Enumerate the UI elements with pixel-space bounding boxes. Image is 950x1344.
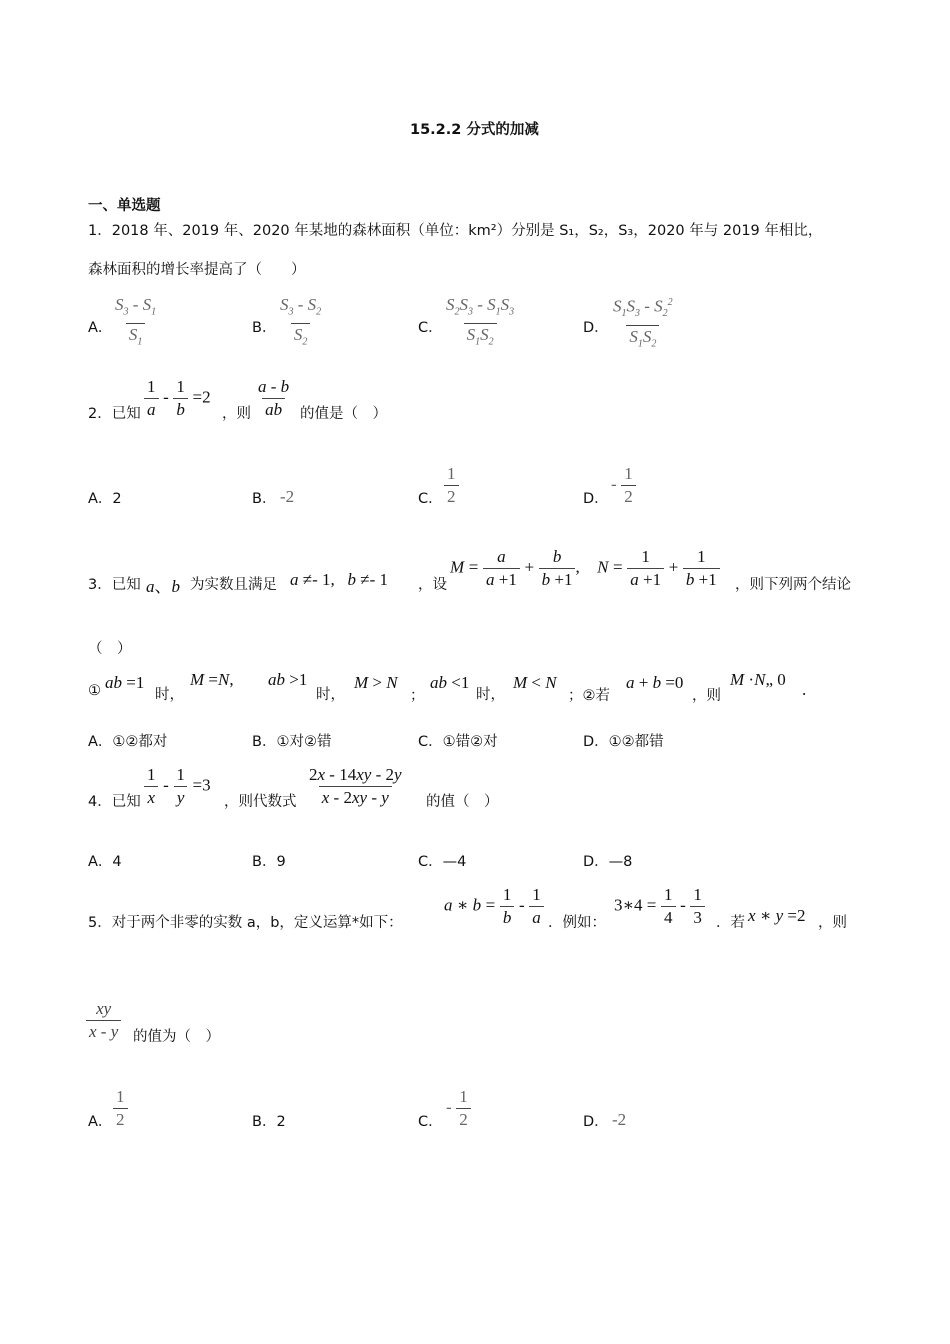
- q3-conclusion-2-intro: ；②若: [568, 688, 610, 704]
- section-heading: 一、单选题: [88, 198, 161, 214]
- q3-shi-1: 时，: [155, 687, 184, 703]
- q3-semicolon-1: ；: [410, 688, 425, 704]
- q4-option-a: A．4: [88, 854, 122, 870]
- question-4-tail: 的值（ ）: [426, 794, 499, 810]
- q1-option-b-formula: $\frac{S_3 - S_2}{S_2}$: [277, 294, 324, 354]
- q3-shi-2: 时，: [316, 687, 345, 703]
- q2-option-d-label: D．: [583, 491, 609, 507]
- q3-condition: a ≠- 1, b ≠- 1: [290, 570, 388, 589]
- question-4-mid: ，则代数式: [224, 794, 297, 810]
- question-3-text-1: 为实数且满足: [190, 577, 277, 593]
- q5-definition: a ∗ b = $\frac{1}{b}$ - $\frac{1}{a}$: [444, 884, 544, 929]
- q4-option-d: D．—8: [583, 854, 633, 870]
- q3-result-3: M < N: [513, 673, 557, 692]
- question-5-tail: 的值为（ ）: [133, 1029, 220, 1045]
- page-title: 15.2.2 分式的加减: [410, 122, 539, 138]
- q5-option-c-label: C．: [418, 1114, 443, 1130]
- q2-option-b-value: -2: [280, 487, 295, 506]
- q4-expression: $\frac{2x - 14xy - 2y}{x - 2xy - y}$: [309, 765, 402, 807]
- q3-option-d: D．①②都错: [583, 734, 664, 750]
- q3-conclusion-1-marker: ①: [88, 683, 101, 699]
- q5-option-a-formula: $\frac{1}{2}$: [113, 1086, 128, 1131]
- question-3-intro: 3．已知: [88, 577, 141, 593]
- q4-option-b: B．9: [252, 854, 286, 870]
- question-1-line-1: 1．2018 年、2019 年、2020 年某地的森林面积（单位：km²）分别是 S₁，S₂，S₃，2020 年与 2019 年相比，: [88, 223, 823, 239]
- q2-target-expression: $\frac{a - b}{ab}$: [258, 377, 290, 419]
- q3-option-a: A．①②都对: [88, 734, 168, 750]
- q2-option-b-label: B．: [252, 491, 277, 507]
- q1-option-b-label: B．: [252, 320, 277, 336]
- q3-case-3: ab <1: [430, 673, 470, 692]
- question-3-text-2: ，设: [418, 577, 447, 593]
- q1-option-d-formula: $\frac{S_1S_3 - S_2^2}{S_1S_2}$: [610, 292, 676, 355]
- q3-option-c: C．①错②对: [418, 734, 498, 750]
- q3-shi-3: 时，: [476, 687, 505, 703]
- q1-option-a-label: A．: [88, 320, 113, 336]
- q5-option-c-formula: - $\frac{1}{2}$: [446, 1086, 471, 1131]
- q5-option-d-value: -2: [612, 1110, 627, 1129]
- q5-option-b: B．2: [252, 1114, 286, 1130]
- question-1-line-2: 森林面积的增长率提高了（ ）: [88, 262, 306, 278]
- q3-option-b: B．①对②错: [252, 734, 332, 750]
- q1-option-c-formula: $\frac{S_2S_3 - S_1S_3}{S_1S_2}$: [443, 294, 517, 354]
- q5-condition: x ∗ y =2: [748, 906, 806, 925]
- q3-variables: a、b: [146, 577, 180, 596]
- q3-result-4: M ·N„ 0: [730, 670, 786, 689]
- q5-example-formula: 3∗4 = $\frac{1}{4}$ - $\frac{1}{3}$: [614, 884, 705, 929]
- question-5-ruo: ．若: [716, 915, 745, 931]
- q3-result-1: M =N,: [190, 670, 234, 689]
- q5-option-d-label: D．: [583, 1114, 609, 1130]
- question-5-ze: ，则: [818, 915, 847, 931]
- q1-option-c-label: C．: [418, 320, 443, 336]
- question-4-intro: 4．已知: [88, 794, 141, 810]
- q3-ze: ，则: [692, 688, 721, 704]
- question-2-tail: 的值是（ ）: [300, 406, 387, 422]
- q4-option-c: C．—4: [418, 854, 467, 870]
- q5-target-expression: $\frac{xy}{x - y}$: [86, 998, 121, 1043]
- q3-case-1: ab =1: [105, 673, 145, 692]
- question-5-example: ．例如：: [548, 915, 606, 931]
- q2-option-c-label: C．: [418, 491, 443, 507]
- q4-given-equation: $\frac{1}{x}$ - $\frac{1}{y}$ =3: [144, 764, 211, 809]
- question-3-paren: （ ）: [88, 641, 132, 657]
- q3-result-2: M > N: [354, 673, 398, 692]
- q1-option-a-formula: $\frac{S_3 - S_1}{S_1}$: [112, 294, 159, 354]
- question-2-intro: 2．已知: [88, 406, 141, 422]
- q2-option-a: A．2: [88, 491, 122, 507]
- q3-case-4: a + b =0: [626, 673, 684, 692]
- q1-option-d-label: D．: [583, 320, 609, 336]
- q2-given-equation: $\frac{1}{a}$ - $\frac{1}{b}$ =2: [144, 376, 211, 421]
- q2-option-c-formula: $\frac{1}{2}$: [444, 463, 459, 508]
- q2-option-d-formula: - $\frac{1}{2}$: [611, 463, 636, 508]
- q3-period: .: [802, 680, 807, 699]
- q5-option-a-label: A．: [88, 1114, 113, 1130]
- question-3-tail: ，则下列两个结论: [735, 577, 851, 593]
- question-2-mid: ，则: [222, 406, 251, 422]
- q3-definition-m-n: M = $\frac{a}{a +1}$ + $\frac{b}{b +1}$ , N = $\frac{1}{a +1}$ + $\frac{1}{b +1}$: [450, 546, 720, 591]
- q3-case-2: ab >1: [268, 670, 308, 689]
- question-5-intro: 5．对于两个非零的实数 a，b，定义运算*如下：: [88, 915, 403, 931]
